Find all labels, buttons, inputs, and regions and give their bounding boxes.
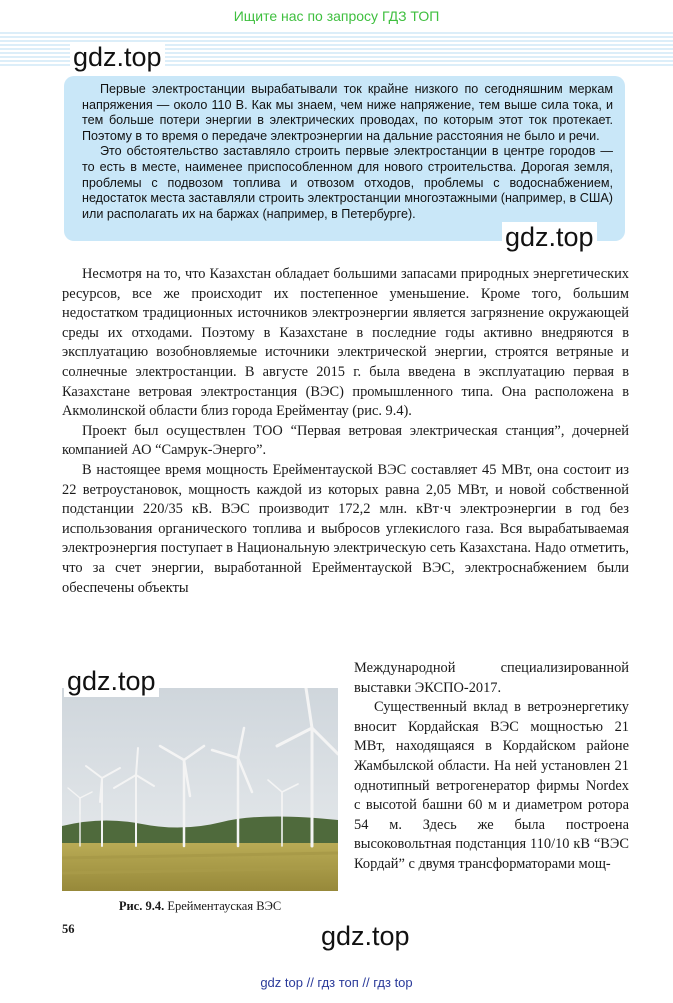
- body-paragraph-1: Несмотря на то, что Казахстан обладает большими запасами природных энергетических ресурсов, все же происходит их постепенное уменьшение. Кроме того, большим недостатком традиционных источников электроэнергии является загрязнение окружающей среды их отходами. Поэтому в Казахстане в последние годы активно внедряются в эксплуатацию возобновляемые источники электрической энергии, строятся ветряные и солнечные электростанции. В августе 2015 г. была введена в эксплуатацию первая в Казахстане ветровая электростанция (ВЭС) промышленного типа. Она расположена в Акмолинской области близ города Ерейментау (рис. 9.4).: [62, 266, 629, 420]
- infobox-paragraph-2: Это обстоятельство заставляло строить первые электростанции в центре городов — то есть в месте, наименее приспособленном для нового строительства. Дорогая земля, проблемы с подвозом топлива и отвозом отходов, проблемы с водоснабжением, недостаток места заставляли строить электростанции многоэтажными (например, в США) или располагать их на баржах (например, в Петербурге).: [82, 144, 613, 221]
- figure-caption-text: Ерейментауская ВЭС: [167, 899, 282, 913]
- page-number: 56: [62, 922, 75, 936]
- watermark: gdz.top: [318, 921, 413, 952]
- body-paragraph-3: В настоящее время мощность Ерейментауской ВЭС составляет 45 МВт, она состоит из 22 ветроустановок, мощность каждой из которых равна 2,05 МВт, и новой собственной подстанции 220/35 кВ. ВЭС производит 172,2 млн. кВт·ч электроэнергии в год без использования органического топлива и выбросов углекислого газа. Вся вырабатываемая электроэнергия поступает в Национальную электрическую сеть Казахстана. Надо отметить, что за счет энергии, выработанной Ерейментауской ВЭС, электроснабжением были обеспечены объекты: [62, 461, 629, 596]
- top-banner[interactable]: Ищите нас по запросу ГДЗ ТОП: [233, 8, 440, 24]
- watermark: gdz.top: [70, 42, 165, 73]
- side-continuation: Международной специализированной выставки ЭКСПО-2017.: [354, 660, 629, 696]
- history-infobox: [64, 76, 625, 241]
- side-paragraph-4: Существенный вклад в ветроэнергетику вносит Кордайская ВЭС мощностью 21 МВт, находящаяся в Кордайском районе Жамбылской области. На ней установлен 21 однотипный ветрогенератор фирмы Nordex с высотой башни 60 м и диаметром ротора 54 м. Здесь же была построена высоковольтная подстанция 110/10 кВ “ВЭС Кордай” с двумя трансформаторами мощ-: [354, 699, 629, 872]
- watermark: gdz.top: [64, 666, 159, 697]
- body-paragraph-2: Проект был осуществлен ТОО “Первая ветровая электрическая станция”, дочерней компанией АО “Самрук-Энерго”.: [62, 422, 629, 459]
- wind-farm-photo: [62, 688, 338, 891]
- figure-caption: [62, 899, 338, 914]
- main-text: [62, 265, 629, 598]
- infobox-paragraph-1: Первые электростанции вырабатывали ток крайне низкого по сегодняшним меркам напряжения — около 110 В. Как мы знаем, чем ниже напряжение, тем выше сила тока, и тем больше потери энергии в электрических проводах, по которым этот ток протекает. Поэтому в то время о передаче электроэнергии на дальние расстояния не было и речи.: [82, 82, 613, 143]
- watermark: gdz.top: [502, 222, 597, 253]
- side-text: [354, 659, 629, 875]
- footer-links[interactable]: gdz top // гдз топ // гдз top: [260, 975, 413, 990]
- figure-label: Рис. 9.4.: [118, 899, 165, 913]
